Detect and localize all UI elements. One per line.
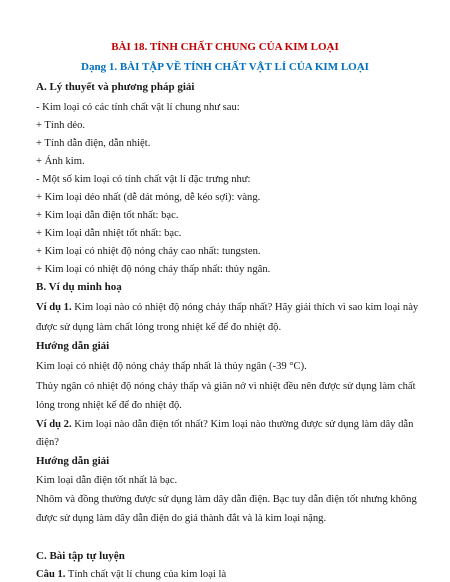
document-subtitle: Dạng 1. BÀI TẬP VỀ TÍNH CHẤT VẬT LÍ CỦA KIM LOẠI — [81, 61, 369, 73]
example-1-text: Kim loại nào có nhiệt độ nóng chảy thấp nhất? Hãy giải thích vì sao kim loại này — [71, 302, 419, 313]
example-1-answer: Thủy ngân có nhiệt độ nóng chảy thấp và giãn nở vì nhiệt đều nên được sử dụng làm chất — [36, 381, 416, 392]
example-1-guide-heading: Hướng dẫn giải — [36, 340, 110, 352]
section-c-heading: C. Bài tập tự luyện — [36, 550, 125, 562]
example-2-answer: Kim loại dẫn điện tốt nhất là bạc. — [36, 475, 178, 486]
example-1-answer: lỏng trong nhiệt kế để đo nhiệt độ. — [36, 400, 182, 411]
example-2-question-cont: điện? — [36, 437, 59, 448]
section-a-line: + Kim loại dẻo nhất (dễ dát mỏng, dễ kéo sợi): vàng. — [36, 192, 261, 203]
section-a-line: + Kim loại có nhiệt độ nóng chảy thấp nhất: thủy ngân. — [36, 264, 271, 275]
section-a-line: + Kim loại dẫn điện tốt nhất: bạc. — [36, 210, 179, 221]
section-a-line: + Ánh kim. — [36, 156, 85, 167]
document-title: BÀI 18. TÍNH CHẤT CHUNG CỦA KIM LOẠI — [111, 41, 339, 53]
example-2-label: Ví dụ 2. — [36, 419, 72, 430]
example-2-answer: được sử dụng làm dây dẫn điện do giá thành đắt và là kim loại nặng. — [36, 513, 327, 524]
question-1-text: Tính chất vật lí chung của kim loại là — [65, 569, 227, 580]
section-a-heading: A. Lý thuyết và phương pháp giải — [36, 81, 195, 93]
section-b-heading: B. Ví dụ minh hoạ — [36, 281, 122, 293]
example-2-text: Kim loại nào dẫn điện tốt nhất? Kim loại nào thường được sử dụng làm dây dẫn — [71, 419, 414, 430]
example-2-answer: Nhôm và đồng thường được sử dụng làm dây dẫn điện. Bạc tuy dẫn điện tốt nhưng không — [36, 494, 417, 505]
section-a-line: - Một số kim loại có tính chất vật lí đặc trưng như: — [36, 174, 251, 185]
example-2-question — [36, 418, 428, 431]
example-1-question-cont: được sử dụng làm chất lỏng trong nhiệt kế để đo nhiệt độ. — [36, 322, 282, 333]
example-1-label: Ví dụ 1. — [36, 302, 72, 313]
example-1-answer: Kim loại có nhiệt độ nóng chảy thấp nhất là thủy ngân (-39 °C). — [36, 361, 307, 372]
section-a-line: + Kim loại có nhiệt độ nóng chảy cao nhất: tungsten. — [36, 246, 261, 257]
question-1 — [36, 568, 428, 581]
section-a-line: - Kim loại có các tính chất vật lí chung như sau: — [36, 102, 240, 113]
question-1-label: Câu 1. — [36, 569, 66, 580]
example-2-guide-heading: Hướng dẫn giải — [36, 455, 110, 467]
section-a-line: + Tính dẻo. — [36, 120, 86, 131]
section-a-line: + Kim loại dẫn nhiệt tốt nhất: bạc. — [36, 228, 182, 239]
example-1-question — [36, 301, 428, 314]
section-a-line: + Tính dẫn điện, dẫn nhiệt. — [36, 138, 151, 149]
